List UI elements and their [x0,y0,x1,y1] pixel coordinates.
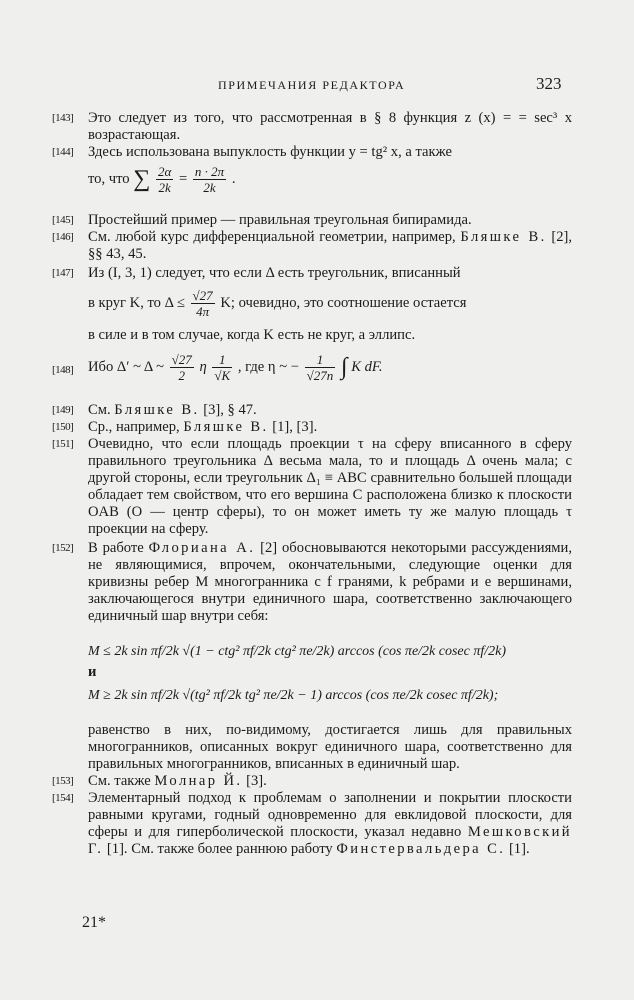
note-text [88,773,572,790]
note-text-part: [1]. См. также более раннюю работу [106,841,333,857]
note-152 [52,540,572,773]
numerator: √27 [171,352,192,367]
integral-icon: ∫ [340,354,348,380]
note-150 [52,419,572,436]
running-head [0,76,634,96]
note-145 [52,212,572,229]
numerator: n · 2π [194,164,225,179]
note-text-part: в круг K, то Δ ≤ [88,294,185,311]
note-text-part: [3]. [246,773,267,789]
note-144 [52,144,572,208]
note-text [88,790,572,858]
denominator: 2k [158,180,171,195]
equals-sign: = [179,170,188,187]
note-147 [52,265,572,344]
note-text: Очевидно, что если площадь проекции τ на сферу вписанного в сферу правильного треугольника Δ весьма мала, то и площадь Δ очень мала; с другой стороны, если треугольник Δ₁ ≡ ABC сравнительно большей площади обладает тем свойством, что его вершина C расположена близко к плоскости OAB (O — центр сферы), то он может иметь ту же малую площадь τ проекции на сферу. [88,436,572,537]
author-name: Молнар Й. [154,773,243,789]
denominator: 2k [203,180,216,195]
author-name: Бляшке В. [183,419,269,435]
note-text: равенство в них, по-видимому, достигается лишь для правильных многогранников, описанных вокруг единичного шара, соответственно для правильных многогранников, вписанных в единичный шар. [88,722,572,772]
note-text [88,540,572,625]
numerator: 1 [305,352,336,368]
denominator: √K [214,368,231,383]
note-number: [144] [52,146,74,158]
sum-icon: ∑ [133,166,151,192]
author-name: Финстервальдера С. [336,841,506,857]
fraction [156,164,173,195]
formula-152-upper: M ≤ 2k sin πf/2k √(1 − ctg² πf/2k ctg² πe/2k) arccos (cos πe/2k cosec πf/2k) [88,644,507,659]
note-text-part: [3], § 47. [203,402,257,418]
note-number: [153] [52,775,74,787]
note-154 [52,790,572,858]
note-text-part: [1]. [508,841,530,857]
note-text [88,402,572,419]
note-number: [152] [52,542,74,554]
formula-144 [88,164,572,195]
editor-notes [52,110,572,858]
page-number: 323 [536,74,562,93]
note-number: [149] [52,404,74,416]
note-text: Это следует из того, что рассмотренная в § 8 функция z (x) = = sec³ x возрастающая. [88,110,572,143]
note-text-part: [2] обосновываются некоторыми рассуждениями, не являющимися, впрочем, окончательными, следующие оценки для кривизны ребер M многогранника с f гранями, k ребрами и e вершинами, заключающегося внутри единичного шара, соответственно заключающего единичный шар внутри себя: [88,540,572,624]
note-text-part: См. также [88,773,151,789]
fraction [170,352,194,383]
note-text: Из (I, 3, 1) следует, что если Δ есть треугольник, вписанный [88,265,461,281]
numerator: √27 [192,288,213,303]
running-title: ПРИМЕЧАНИЯ РЕДАКТОРА [218,78,406,92]
note-text-part: В работе [88,540,144,556]
note-number: [145] [52,214,74,226]
note-text-part: K; очевидно, это соотношение остается [220,294,467,311]
note-text: в силе и в том случае, когда K есть не круг, а эллипс. [88,327,416,343]
numerator: 1 [212,352,232,368]
period: . [231,170,236,187]
note-text [88,229,572,263]
note-151 [52,436,572,538]
note-number: [151] [52,438,74,450]
eta-symbol: η [199,358,207,375]
note-148 [52,352,572,398]
note-text-part: , где η ~ − [237,358,299,375]
fraction [212,352,232,383]
note-text-part: Элементарный подход к проблемам о заполнении и покрытии плоскости равными кругами, годный одновременно для евклидовой плоскости, для сферы и для гиперболической плоскости, указал недавно [88,790,572,840]
note-146 [52,229,572,263]
numerator: 2α [158,164,172,179]
note-number: [150] [52,421,74,433]
author-name: Бляшке В. [114,402,200,418]
note-text-part: [2], §§ 43, 45. [88,229,573,262]
note-text-part: Ср., например, [88,419,180,435]
fraction [193,164,226,195]
author-name: Мешковский Г. [88,824,572,857]
author-name: Флориана А. [148,540,256,556]
note-text-part: См. [88,402,111,418]
note-153 [52,773,572,790]
note-text: Здесь использована выпуклость функции y = tg² x, а также [88,144,452,160]
author-name: Бляшке В. [460,229,547,245]
formula-147 [88,288,572,319]
formula-prefix: то, что [88,170,130,187]
note-text: Простейший пример — правильная треугольная бипирамида. [88,212,472,228]
note-number: [143] [52,112,74,124]
denominator: √27n [306,368,334,383]
note-number: [148] [52,364,74,376]
note-text [88,419,572,436]
note-number: [154] [52,792,74,804]
note-number: [146] [52,231,74,243]
formula-152-lower: M ≥ 2k sin πf/2k √(tg² πf/2k tg² πe/2k − 1) arccos (cos πe/2k cosec πf/2k); [88,688,499,703]
note-143 [52,110,572,144]
signature-mark: 21* [82,914,106,931]
fraction [191,288,215,319]
fraction [305,352,336,383]
formula-148 [88,352,572,383]
note-149 [52,402,572,419]
denominator: 4π [196,304,210,319]
note-text-part: См. любой курс дифференциальной геометрии, например, [88,229,456,245]
note-text-part: K dF. [351,358,383,375]
note-text-part: Ибо Δ′ ~ Δ ~ [88,358,164,375]
note-number: [147] [52,267,74,279]
denominator: 2 [178,368,185,383]
note-text-part: [1], [3]. [272,419,318,435]
conjunction: и [88,664,97,680]
